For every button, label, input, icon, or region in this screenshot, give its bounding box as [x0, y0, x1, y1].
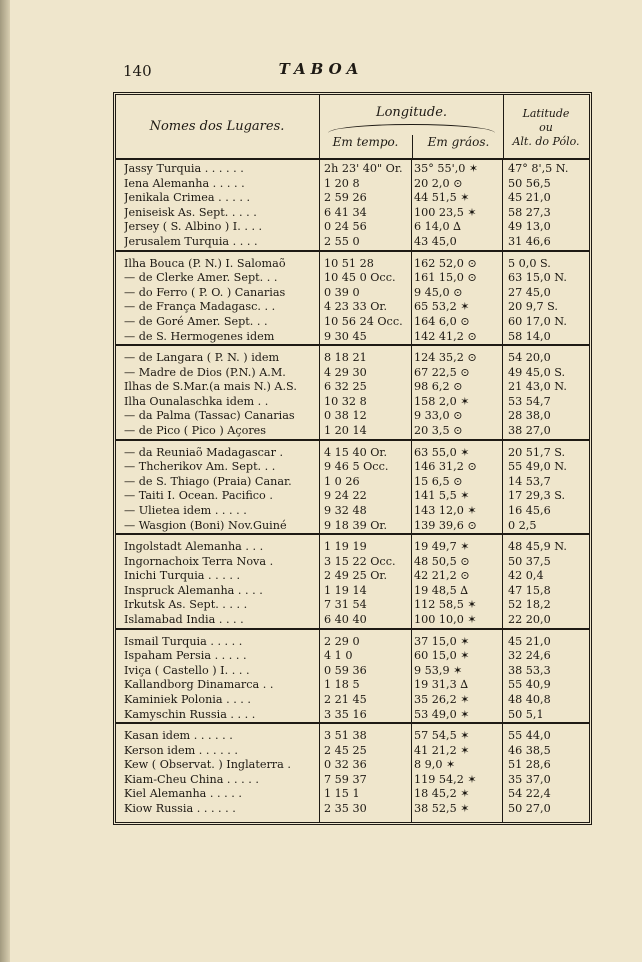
table-row — [116, 300, 589, 315]
table-row — [116, 664, 589, 679]
place-name: — da Reuniaõ Madagascar . — [124, 445, 284, 459]
table-row — [116, 380, 589, 395]
latitude: 32 24,6 — [508, 649, 551, 663]
header-em-graos-label: Em gráos. — [427, 135, 490, 149]
longitude-degrees: 42 21,2 ⊙ — [414, 569, 470, 583]
table-row — [116, 220, 589, 235]
place-name: Iviça ( Castello ) I. . . . — [124, 663, 250, 677]
place-name: Iena Alemanha . . . . . — [124, 176, 245, 190]
group-separator — [116, 533, 589, 535]
latitude: 5 0,0 S. — [508, 256, 551, 270]
longitude-degrees: 98 6,2 ⊙ — [414, 380, 463, 394]
latitude: 52 18,2 — [508, 598, 551, 612]
longitude-time: 9 46 5 Occ. — [324, 460, 389, 474]
latitude: 35 37,0 — [508, 772, 551, 786]
table-row — [116, 162, 589, 177]
longitude-time: 2h 23' 40" Or. — [324, 162, 403, 175]
latitude: 20 9,7 S. — [508, 300, 558, 314]
longitude-degrees: 139 39,6 ⊙ — [414, 518, 477, 532]
longitude-time: 10 51 28 — [324, 256, 374, 270]
table-row — [116, 758, 589, 773]
longitude-degrees: 37 15,0 ✶ — [414, 634, 470, 648]
latitude: 47° 8',5 N. — [508, 162, 569, 175]
latitude: 54 22,4 — [508, 787, 551, 801]
page-gutter-shadow — [0, 0, 10, 962]
latitude: 38 53,3 — [508, 663, 551, 677]
place-name: Kaminiek Polonia . . . . — [124, 692, 251, 706]
place-name: — do Ferro ( P. O. ) Canarias — [124, 285, 286, 299]
table-row — [116, 613, 589, 628]
latitude: 50 27,0 — [508, 802, 551, 815]
table-row — [116, 177, 589, 192]
place-name: — Taiti I. Ocean. Pacifico . — [124, 489, 273, 503]
longitude-degrees: 9 33,0 ⊙ — [414, 409, 463, 423]
longitude-time: 10 56 24 Occ. — [324, 314, 403, 328]
latitude: 50 5,1 — [508, 707, 544, 721]
longitude-degrees: 63 55,0 ✶ — [414, 445, 470, 459]
table-row — [116, 504, 589, 519]
longitude-time: 3 35 16 — [324, 707, 367, 721]
table-row — [116, 802, 589, 817]
longitude-degrees: 100 10,0 ✶ — [414, 613, 477, 626]
longitude-degrees: 19 49,7 ✶ — [414, 540, 470, 553]
table-header — [116, 95, 589, 160]
longitude-time: 2 45 25 — [324, 743, 367, 757]
latitude: 45 21,0 — [508, 634, 551, 648]
table-row — [116, 330, 589, 345]
longitude-degrees: 158 2,0 ✶ — [414, 394, 470, 408]
place-name: — de Pico ( Pico ) Açores — [124, 424, 267, 437]
place-name: — de França Madagasc. . . — [124, 300, 276, 314]
table-row — [116, 206, 589, 221]
longitude-degrees: 41 21,2 ✶ — [414, 743, 470, 757]
place-name: Ingornachoix Terra Nova . — [124, 554, 274, 568]
longitude-degrees: 43 45,0 — [414, 235, 457, 248]
latitude: 49 45,0 S. — [508, 365, 566, 379]
place-name: — de Clerke Amer. Sept. . . — [124, 271, 278, 285]
table-row — [116, 489, 589, 504]
table-row — [116, 424, 589, 439]
table-row — [116, 460, 589, 475]
longitude-time: 0 38 12 — [324, 409, 367, 423]
longitude-time: 2 49 25 Or. — [324, 569, 388, 583]
longitude-degrees: 44 51,5 ✶ — [414, 191, 470, 205]
longitude-degrees: 100 23,5 ✶ — [414, 205, 477, 219]
header-names: Nomes dos Lugares. — [149, 119, 285, 134]
header-em-graos — [412, 135, 504, 158]
place-name: Kew ( Observat. ) Inglaterra . — [124, 758, 291, 772]
table-row — [116, 475, 589, 490]
group-separator — [116, 439, 589, 441]
longitude-degrees: 143 12,0 ✶ — [414, 503, 477, 517]
header-longitude-block — [319, 95, 504, 158]
longitude-degrees: 15 6,5 ⊙ — [414, 474, 463, 488]
longitude-time: 6 32 25 — [324, 380, 367, 394]
place-name: Jassy Turquia . . . . . . — [124, 162, 244, 175]
table-body — [116, 160, 589, 822]
longitude-time: 1 19 14 — [324, 583, 367, 597]
longitude-time: 10 32 8 — [324, 394, 367, 408]
table-row — [116, 235, 589, 250]
longitude-time: 4 15 40 Or. — [324, 445, 388, 459]
longitude-time: 1 0 26 — [324, 474, 360, 488]
latitude: 47 15,8 — [508, 583, 551, 597]
place-name: — Ulietea idem . . . . . — [124, 503, 247, 517]
longitude-time: 3 51 38 — [324, 729, 367, 742]
latitude: 48 40,8 — [508, 692, 551, 706]
latitude: 49 13,0 — [508, 220, 551, 234]
place-name: — de S. Hermogenes idem — [124, 329, 275, 343]
longitude-degrees: 60 15,0 ✶ — [414, 649, 470, 663]
page-header — [0, 58, 642, 84]
header-longitude: Longitude. — [375, 105, 448, 120]
longitude-time: 0 32 36 — [324, 758, 367, 772]
place-name: Ilhas de S.Mar.(a mais N.) A.S. — [124, 380, 297, 394]
longitude-degrees: 20 3,5 ⊙ — [414, 424, 463, 437]
longitude-time: 0 59 36 — [324, 663, 367, 677]
place-name: — de Goré Amer. Sept. . . — [124, 314, 268, 328]
latitude: 58 27,3 — [508, 205, 551, 219]
latitude: 28 38,0 — [508, 409, 551, 423]
place-name: Jersey ( S. Albino ) I. . . . — [124, 220, 263, 234]
table-row — [116, 569, 589, 584]
table-row — [116, 598, 589, 613]
table-row — [116, 286, 589, 301]
running-head: TABOA — [278, 60, 364, 78]
latitude: 55 40,9 — [508, 678, 551, 692]
latitude: 53 54,7 — [508, 394, 551, 408]
longitude-time: 4 1 0 — [324, 649, 353, 663]
longitude-degrees: 53 49,0 ✶ — [414, 707, 470, 721]
place-name: Jenikala Crimea . . . . . — [124, 191, 251, 205]
place-name: Kiam-Cheu China . . . . . — [124, 772, 259, 786]
table-row — [116, 315, 589, 330]
longitude-degrees: 19 48,5 ∆ — [414, 583, 469, 597]
longitude-time: 4 23 33 Or. — [324, 300, 388, 314]
latitude: 31 46,6 — [508, 235, 551, 248]
longitude-time: 1 18 5 — [324, 678, 360, 692]
longitude-time: 1 20 14 — [324, 424, 367, 437]
longitude-time: 7 31 54 — [324, 598, 367, 612]
longitude-time: 3 15 22 Occ. — [324, 554, 396, 568]
latitude: 45 21,0 — [508, 191, 551, 205]
table-row — [116, 519, 589, 534]
table-row — [116, 409, 589, 424]
place-name: Ispaham Persia . . . . . — [124, 649, 247, 663]
table-row — [116, 191, 589, 206]
group-separator — [116, 344, 589, 346]
place-name: Kasan idem . . . . . . — [124, 729, 233, 742]
latitude: 20 51,7 S. — [508, 445, 566, 459]
longitude-degrees: 67 22,5 ⊙ — [414, 365, 470, 379]
table-row — [116, 555, 589, 570]
place-name: Inichi Turquia . . . . . — [124, 569, 240, 583]
longitude-degrees: 9 53,9 ✶ — [414, 663, 463, 677]
latitude: 48 45,9 N. — [508, 540, 567, 553]
longitude-degrees: 146 31,2 ⊙ — [414, 460, 477, 474]
group-separator — [116, 722, 589, 724]
table-row — [116, 773, 589, 788]
place-name: — de S. Thiago (Praia) Canar. — [124, 474, 292, 488]
latitude: 14 53,7 — [508, 474, 551, 488]
place-name: Kiow Russia . . . . . . — [124, 802, 236, 815]
longitude-degrees: 20 2,0 ⊙ — [414, 176, 463, 190]
place-name: Ilha Ounalaschka idem . . — [124, 394, 269, 408]
header-latitude-line1: Latitude — [522, 107, 570, 120]
longitude-time: 2 35 30 — [324, 802, 367, 815]
header-brace — [328, 124, 495, 133]
latitude: 46 38,5 — [508, 743, 551, 757]
longitude-degrees: 18 45,2 ✶ — [414, 787, 470, 801]
place-name: Ismail Turquia . . . . . — [124, 634, 243, 648]
longitude-time: 2 29 0 — [324, 634, 360, 648]
longitude-time: 4 29 30 — [324, 365, 367, 379]
table-row — [116, 366, 589, 381]
longitude-degrees: 9 45,0 ⊙ — [414, 285, 463, 299]
longitude-time: 1 20 8 — [324, 176, 360, 190]
latitude: 54 20,0 — [508, 351, 551, 364]
latitude: 38 27,0 — [508, 424, 551, 437]
latitude: 0 2,5 — [508, 518, 537, 532]
table-row — [116, 271, 589, 286]
longitude-time: 9 18 39 Or. — [324, 518, 388, 532]
place-name: Kallandborg Dinamarca . . — [124, 678, 274, 692]
header-latitude — [503, 95, 589, 158]
table-row — [116, 787, 589, 802]
longitude-degrees: 6 14,0 ∆ — [414, 220, 461, 234]
longitude-degrees: 65 53,2 ✶ — [414, 300, 470, 314]
longitude-degrees: 119 54,2 ✶ — [414, 772, 477, 786]
longitude-time: 2 55 0 — [324, 235, 360, 248]
longitude-degrees: 19 31,3 ∆ — [414, 678, 469, 692]
longitude-degrees: 164 6,0 ⊙ — [414, 314, 470, 328]
latitude: 17 29,3 S. — [508, 489, 566, 503]
group-separator — [116, 628, 589, 630]
longitude-degrees: 141 5,5 ✶ — [414, 489, 470, 503]
place-name: — Madre de Dios (P.N.) A.M. — [124, 365, 286, 379]
longitude-time: 2 21 45 — [324, 692, 367, 706]
place-name: Ilha Bouca (P. N.) I. Salomaõ — [124, 256, 286, 270]
longitude-time: 6 40 40 — [324, 613, 367, 626]
longitude-time: 2 59 26 — [324, 191, 367, 205]
place-name: — Thcherikov Am. Sept. . . — [124, 460, 276, 474]
table-row — [116, 729, 589, 744]
longitude-time: 0 39 0 — [324, 285, 360, 299]
latitude: 55 44,0 — [508, 729, 551, 742]
longitude-time: 9 32 48 — [324, 503, 367, 517]
longitude-time: 1 19 19 — [324, 540, 367, 553]
place-name: Jerusalem Turquia . . . . — [124, 235, 258, 248]
table-row — [116, 446, 589, 461]
place-name: Irkutsk As. Sept. . . . . — [124, 598, 248, 612]
table-row — [116, 351, 589, 366]
table-row — [116, 395, 589, 410]
longitude-degrees: 161 15,0 ⊙ — [414, 271, 477, 285]
place-name: Inspruck Alemanha . . . . — [124, 583, 263, 597]
longitude-degrees: 35 26,2 ✶ — [414, 692, 470, 706]
latitude: 27 45,0 — [508, 285, 551, 299]
place-name: Kerson idem . . . . . . — [124, 743, 238, 757]
table-row — [116, 744, 589, 759]
longitude-time: 9 24 22 — [324, 489, 367, 503]
place-name: — da Palma (Tassac) Canarias — [124, 409, 295, 423]
header-latitude-line2: ou — [539, 121, 553, 134]
latitude: 50 56,5 — [508, 176, 551, 190]
table-row — [116, 708, 589, 723]
latitude: 63 15,0 N. — [508, 271, 567, 285]
latitude: 42 0,4 — [508, 569, 544, 583]
place-name: — de Langara ( P. N. ) idem — [124, 351, 280, 364]
place-name: — Wasgion (Boni) Nov.Guiné — [124, 518, 287, 532]
longitude-time: 10 45 0 Occ. — [324, 271, 396, 285]
table-row — [116, 257, 589, 272]
table-row — [116, 540, 589, 555]
longitude-time: 6 41 34 — [324, 205, 367, 219]
longitude-degrees: 38 52,5 ✶ — [414, 802, 470, 815]
latitude: 16 45,6 — [508, 503, 551, 517]
longitude-time: 0 24 56 — [324, 220, 367, 234]
longitude-time: 8 18 21 — [324, 351, 367, 364]
table-row — [116, 584, 589, 599]
group-separator — [116, 250, 589, 252]
longitude-degrees: 57 54,5 ✶ — [414, 729, 470, 742]
table-row — [116, 693, 589, 708]
table-row — [116, 678, 589, 693]
place-name: Islamabad India . . . . — [124, 613, 244, 626]
header-latitude-line3: Alt. do Pólo. — [512, 135, 580, 148]
longitude-degrees: 48 50,5 ⊙ — [414, 554, 470, 568]
longitude-degrees: 112 58,5 ✶ — [414, 598, 477, 612]
latitude: 51 28,6 — [508, 758, 551, 772]
place-name: Jeniseisk As. Sept. . . . . — [124, 205, 257, 219]
coordinates-table — [113, 92, 592, 825]
longitude-degrees: 35° 55',0 ✶ — [414, 162, 479, 175]
page-number: 140 — [123, 62, 152, 80]
header-em-tempo: Em tempo. — [332, 135, 399, 149]
longitude-time: 7 59 37 — [324, 772, 367, 786]
latitude: 21 43,0 N. — [508, 380, 567, 394]
latitude: 60 17,0 N. — [508, 314, 567, 328]
longitude-time: 1 15 1 — [324, 787, 360, 801]
place-name: Kamyschin Russia . . . . — [124, 707, 256, 721]
latitude: 58 14,0 — [508, 329, 551, 343]
longitude-degrees: 8 9,0 ✶ — [414, 758, 456, 772]
place-name: Kiel Alemanha . . . . . — [124, 787, 242, 801]
latitude: 55 49,0 N. — [508, 460, 567, 474]
latitude: 50 37,5 — [508, 554, 551, 568]
latitude: 22 20,0 — [508, 613, 551, 626]
longitude-degrees: 124 35,2 ⊙ — [414, 351, 477, 364]
place-name: Ingolstadt Alemanha . . . — [124, 540, 264, 553]
longitude-degrees: 142 41,2 ⊙ — [414, 329, 477, 343]
longitude-degrees: 162 52,0 ⊙ — [414, 256, 477, 270]
longitude-time: 9 30 45 — [324, 329, 367, 343]
table-row — [116, 649, 589, 664]
table-row — [116, 635, 589, 650]
